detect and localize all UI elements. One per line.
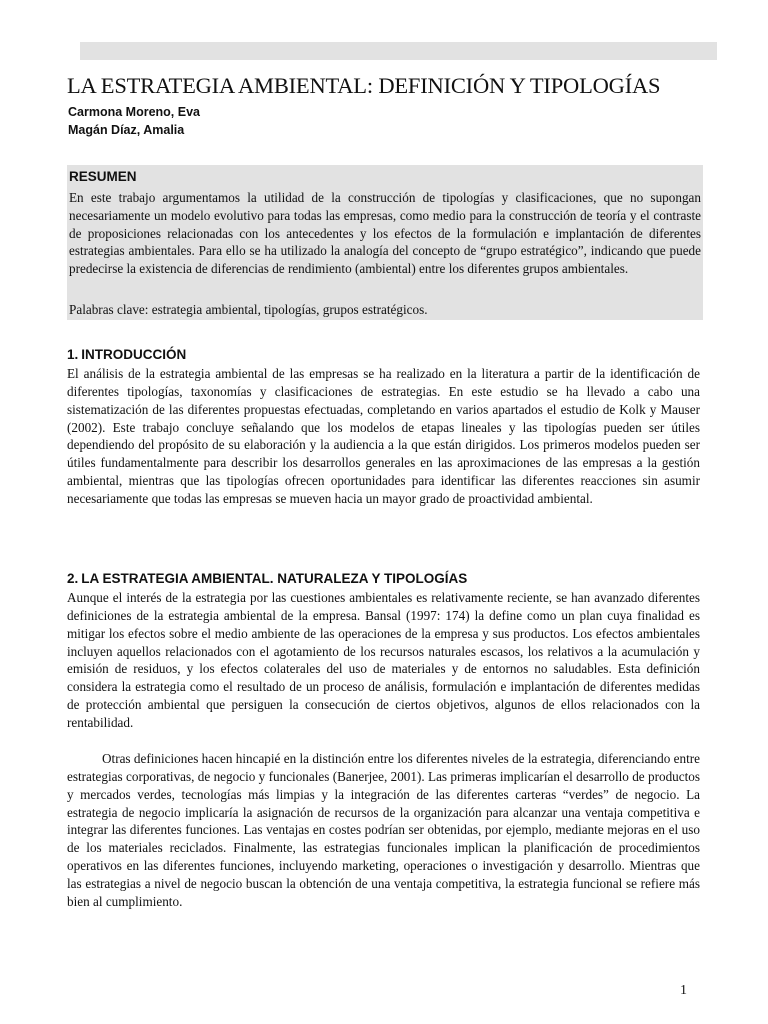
author-name: Carmona Moreno, Eva (68, 105, 200, 119)
authors (68, 103, 200, 139)
section-number: 1. (67, 347, 79, 362)
page-number: 1 (680, 983, 687, 998)
abstract-heading: RESUMEN (69, 169, 137, 184)
header-band (80, 42, 717, 60)
section-heading-introduccion (67, 347, 186, 362)
section-title: INTRODUCCIÓN (81, 347, 187, 362)
author-name: Magán Díaz, Amalia (68, 123, 185, 137)
section-heading-estrategia-ambiental (67, 571, 467, 586)
section-number: 2. (67, 571, 79, 586)
abstract-text: En este trabajo argumentamos la utilidad de la construcción de tipologías y clasificaciones, que no supongan necesariamente un modelo evolutivo para todas las empresas, como medio para la construcción de teoría y el contraste de proposiciones relacionadas con los antecedentes y los efectos de la formulación e implantación de diferentes estrategias ambientales. Para ello se ha utilizado la analogía del concepto de “grupo estratégico”, indicando que puede predecirse la existencia de diferencias de rendimiento (ambiental) entre los diferentes grupos ambientales. (69, 190, 701, 277)
paper-title: LA ESTRATEGIA AMBIENTAL: DEFINICIÓN Y TIPOLOGÍAS (67, 73, 661, 98)
section-title: LA ESTRATEGIA AMBIENTAL. NATURALEZA Y TIPOLOGÍAS (81, 571, 468, 586)
keywords: Palabras clave: estrategia ambiental, tipologías, grupos estratégicos. (69, 302, 428, 317)
paragraph: El análisis de la estrategia ambiental de las empresas se ha realizado en la literatura a partir de la identificación de diferentes tipologías, taxonomías y clasificaciones de estrategias. En este estudio se ha llevado a cabo una sistematización de las diferentes propuestas efectuadas, completando en varios apartados el estudio de Kolk y Mauser (2002). Este trabajo concluye señalando que los modelos de etapas lineales y las tipologías pueden ser útiles dependiendo del propósito de su elaboración y la audiencia a la que están dirigidos. Los primeros modelos pueden ser útiles fundamentalmente para describir los desarrollos generales en las aproximaciones de las empresas a la gestión ambiental, mientras que las tipologías ofrecen oportunidades para identificar las diferentes reacciones sin asumir necesariamente que todas las empresas se mueven hacia un mayor grado de proactividad ambiental. (67, 366, 700, 506)
paragraph: Otras definiciones hacen hincapié en la distinción entre los diferentes niveles de la estrategia, diferenciando entre estrategias corporativas, de negocio y funcionales (Banerjee, 2001). Las primeras implicarían el desarrollo de productos y mercados verdes, tecnologías más limpias y la integración de las diferentes carteras “verdes” de negocio. La estrategia de negocio implicaría la asignación de recursos de la organización para alcanzar una ventaja competitiva e integrar las diferentes funciones. Las ventajas en costes podrían ser obtenidas, por ejemplo, mediante mejoras en el uso de los materiales reciclados. Finalmente, las estrategias funcionales implican la planificación de procedimientos operativos en las diferentes funciones, incluyendo marketing, operaciones o investigación y desarrollo. Mientras que las estrategias a nivel de negocio buscan la obtención de una ventaja competitiva, la estrategia funcional se refiere más bien al cumplimiento. (67, 751, 700, 909)
paragraph: Aunque el interés de la estrategia por las cuestiones ambientales es relativamente reciente, se han avanzado diferentes definiciones de la estrategia ambiental de la empresa. Bansal (1997: 174) la define como un plan cuya finalidad es mitigar los efectos sobre el medio ambiente de las operaciones de la empresa y sus productos. Los efectos ambientales incluyen aquellos relacionados con el agotamiento de los recursos naturales escasos, los relativos a la acumulación y emisión de residuos, y los efectos colaterales del uso de materiales y de entornos no saludables. Esta definición considera la estrategia como el resultado de un proceso de análisis, formulación e implantación de diferentes medidas de protección ambiental que persiguen la consecución de ciertos objetivos, algunos de ellos relacionados con la rentabilidad. (67, 590, 700, 730)
